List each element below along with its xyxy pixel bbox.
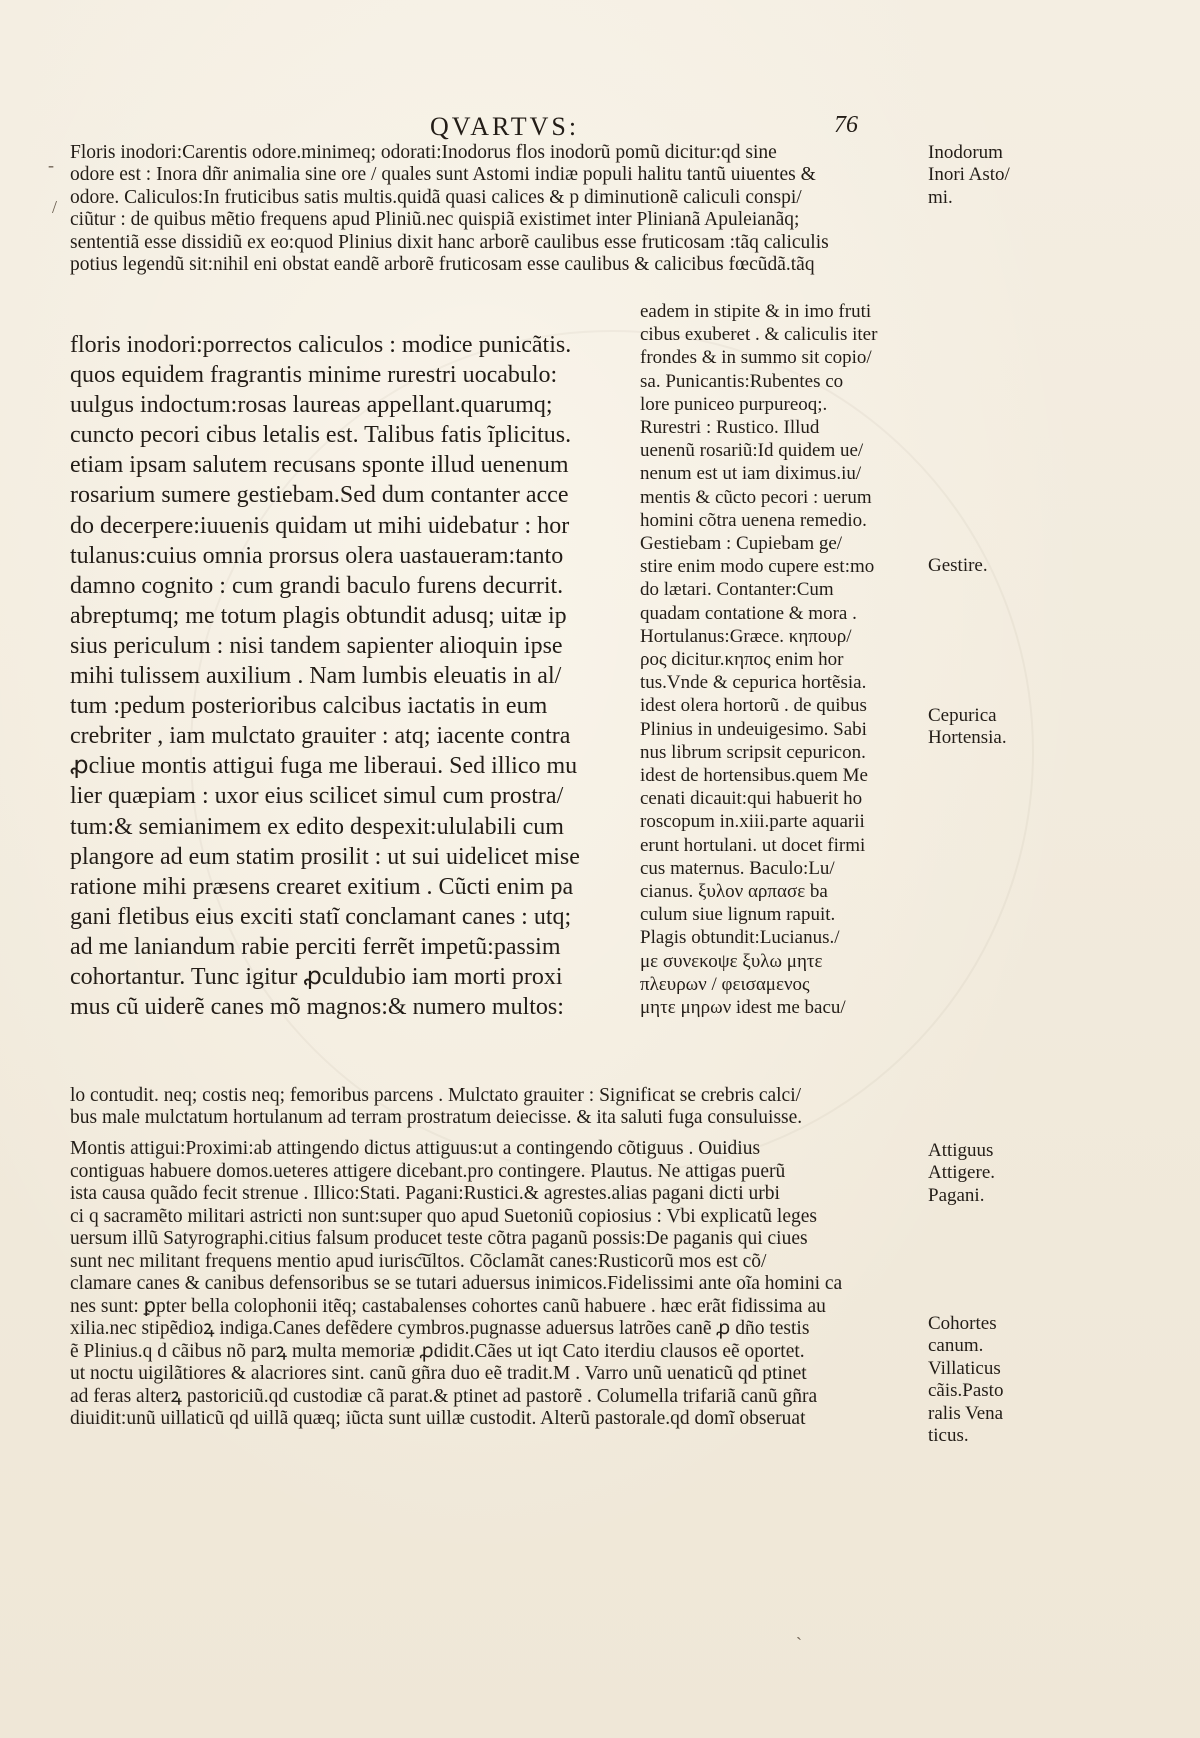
side-commentary-line: ρος dicitur.κηπος enim hor: [640, 649, 844, 671]
side-commentary-line: sa. Punicantis:Rubentes co: [640, 370, 844, 392]
side-commentary-line: roscopum in.xiii.parte aquarii: [640, 811, 865, 833]
marginal-mark: ˎ: [796, 1620, 802, 1640]
margin-note: ticus.: [928, 1425, 969, 1447]
margin-note-group: [928, 1140, 1040, 1207]
commentary-line: bus male mulctatum hortulanum ad terram prostratum deiecisse. & ita saluti fuga consuluisse.: [70, 1107, 803, 1129]
commentary-line: ci q sacramẽto militari astricti non sunt:super quo apud Suetoniũ copiosius : Vbi explicatũ leges: [70, 1205, 817, 1227]
commentary-line: xilia.nec stipẽdioꝝ indiga.Canes defẽdere cymbros.pugnasse aduersus latrões canẽ ꝓ dño testis: [70, 1318, 810, 1339]
commentary-line: odore est : Inora dñr animalia sine ore / quales sunt Astomi indiæ populi halitu tantũ uiuentes &: [70, 164, 816, 186]
margin-note-group: [928, 555, 1040, 577]
main-text-line: uulgus indoctum:rosas laureas appellant.quarumq;: [70, 392, 553, 419]
commentary-line: ciũtur : de quibus mẽtio frequens apud Pliniũ.nec quispiã existimet inter Plinianã Apuleianãq;: [70, 209, 800, 231]
main-text-line: crebriter , iam mulctato grauiter : atq; iacente contra: [70, 723, 571, 750]
side-commentary-line: Gestiebam : Cupiebam ge/: [640, 533, 843, 555]
side-commentary-line: frondes & in summo sit copio/: [640, 347, 872, 369]
margin-note-group: [928, 142, 1040, 209]
side-commentary-line: cenati dicauit:qui habuerit ho: [640, 788, 863, 810]
main-text-line: damno cognito : cum grandi baculo furens decurrit.: [70, 572, 564, 599]
side-commentary-line: homini cõtra uenena remedio.: [640, 509, 867, 531]
side-commentary-line: tus.Vnde & cepurica hortẽsia.: [640, 672, 867, 694]
commentary-line: sunt nec militant frequens mentio apud iurisc͠ultos. Cõclamãt canes:Rusticorũ mos est cõ/: [70, 1250, 767, 1272]
margin-note: Pagani.: [928, 1184, 985, 1206]
commentary-line: clamare canes & canibus defensoribus se se tutari aduersus inimicos.Fidelissimi ante oĩa homini ca: [70, 1273, 843, 1294]
side-commentary-line: cianus. ξυλον αρπασε ba: [640, 881, 828, 903]
commentary-line: ut noctu uigilãtiores & alacriores sint. canũ gñra duo eẽ tradit.M . Varro unũ uenaticũ qd ptinet: [70, 1363, 807, 1384]
margin-note: Gestire.: [928, 555, 988, 576]
side-commentary-line: erunt hortulani. ut docet firmi: [640, 834, 866, 856]
running-title: QVARTVS:: [430, 112, 580, 141]
commentary-line: sententiã esse dissidiũ ex eo:quod Plinius dixit hanc arborẽ caulibus esse fruticosam :tãq caliculis: [70, 231, 829, 253]
side-commentary: [640, 300, 920, 1019]
side-commentary-line: nus librum scripsit cepuricon.: [640, 741, 866, 763]
marginal-mark: /: [52, 197, 58, 217]
side-commentary-line: Plagis obtundit:Lucianus./: [640, 927, 840, 949]
main-text-line: tulanus:cuius omnia prorsus olera uastaueram:tanto: [70, 542, 564, 569]
commentary-line: diuidit:unũ uillaticũ qd uillã quæq; iũcta sunt uillæ custodit. Alterũ pastorale.qd domĩ obseruat: [70, 1408, 806, 1429]
margin-note: Attiguus: [928, 1140, 994, 1161]
commentary-line: potius legendũ sit:nihil eni obstat eandẽ arborẽ fruticosam esse caulibus & calicibus fœcũdã.tãq: [70, 254, 815, 276]
side-commentary-line: do lætari. Contanter:Cum: [640, 579, 834, 601]
commentary-line: ista causa quãdo fecit strenue . Illico:Stati. Pagani:Rustici.& agrestes.alias pagani dicti urbi: [70, 1183, 780, 1204]
side-commentary-line: eadem in stipite & in imo fruti: [640, 301, 872, 322]
margin-note: mi.: [928, 186, 953, 208]
main-text-line: abreptumq; me totum plagis obtundit adusq; uitæ ip: [70, 602, 567, 629]
commentary-line: ad feras alterꝝ pastoriciũ.qd custodiæ cã parat.& ptinet ad pastorẽ . Columella trifariã canũ gñra: [70, 1385, 818, 1407]
commentary-line: lo contudit. neq; costis neq; femoribus parcens . Mulctato grauiter : Significat se crebris calci/: [70, 1085, 802, 1106]
commentary-bridge: [70, 1085, 940, 1130]
side-commentary-line: Rurestri : Rustico. Illud: [640, 417, 820, 439]
main-text-line: quos equidem fragrantis minime rurestri uocabulo:: [70, 362, 558, 389]
side-commentary-line: Hortulanus:Græce. κηπουρ/: [640, 625, 852, 647]
side-commentary-line: lore puniceo purpureoq;.: [640, 393, 828, 415]
side-commentary-line: mentis & cũcto pecori : uerum: [640, 486, 872, 508]
commentary-line: contiguas habuere domos.ueteres attigere dicebant.pro contingere. Plautus. Ne attigas puerũ: [70, 1160, 786, 1182]
main-text-line: tum :pedum posterioribus calcibus iactatis in eum: [70, 693, 548, 720]
commentary-line: uersum illũ Satyrographi.citius falsum producet teste cõtra paganũ possis:De paganis qui ciues: [70, 1228, 808, 1249]
side-commentary-line: nenum est ut iam diximus.iu/: [640, 463, 862, 485]
margin-note-group: [928, 1313, 1040, 1447]
main-text-line: ꝓcliue montis attigui fuga me liberaui. Sed illico mu: [70, 753, 578, 780]
main-text-line: mus cũ uiderẽ canes mõ magnos:& numero multos:: [70, 994, 564, 1021]
main-text-line: rosarium sumere gestiebam.Sed dum contanter acce: [70, 482, 569, 509]
side-commentary-line: culum siue lignum rapuit.: [640, 904, 836, 926]
commentary-line: ẽ Plinius.q d cãibus nõ parꝝ multa memoriæ ꝓdidit.Cães ut iqt Cato iterdiu clausos eẽ oportet.: [70, 1340, 805, 1362]
commentary-line: odore. Caliculos:In fruticibus satis multis.quidã quasi calices & p diminutionẽ caliculi conspi/: [70, 186, 802, 208]
main-text-line: floris inodori:porrectos caliculos : modice punicãtis.: [70, 332, 572, 358]
folio-number: 76: [834, 112, 858, 138]
margin-note: Inodorum: [928, 142, 1003, 163]
main-text-line: cohortantur. Tunc igitur ꝓculdubio iam morti proxi: [70, 963, 563, 990]
margin-note: Villaticus: [928, 1357, 1001, 1379]
main-text: [70, 330, 620, 1022]
margin-note: Attigere.: [928, 1162, 996, 1184]
main-text-line: do decerpere:iuuenis quidam ut mihi uidebatur : hor: [70, 512, 570, 539]
main-text-line: cuncto pecori cibus letalis est. Talibus fatis ĩplicitus.: [70, 422, 572, 449]
side-commentary-line: πλευρων / φεισαμενος: [640, 973, 810, 995]
commentary-line: nes sunt: ꝑpter bella colophonii itẽq; castabalenses cohortes canũ habuere . hæc erãt fidissima au: [70, 1295, 826, 1317]
side-commentary-line: cus maternus. Baculo:Lu/: [640, 857, 835, 879]
side-commentary-line: idest de hortensibus.quem Me: [640, 765, 868, 787]
side-commentary-line: με συνεκοψε ξυλω μητε: [640, 950, 823, 972]
margin-note: canum.: [928, 1335, 984, 1357]
main-text-line: lier quæpiam : uxor eius scilicet simul cum prostra/: [70, 783, 564, 810]
margin-note: Hortensia.: [928, 727, 1007, 749]
main-text-line: mihi tulissem auxilium . Nam lumbis eleuatis in al/: [70, 663, 562, 690]
side-commentary-line: quadam contatione & mora .: [640, 602, 857, 624]
margin-note: cãis.Pasto: [928, 1380, 1004, 1402]
main-text-line: ratione mihi præsens crearet exitium . Cũcti enim pa: [70, 873, 574, 900]
side-commentary-line: μητε μηρων idest me bacu/: [640, 997, 846, 1019]
main-text-line: plangore ad eum statim prosilit : ut sui uidelicet mise: [70, 843, 580, 870]
side-commentary-line: idest olera hortorũ . de quibus: [640, 695, 867, 717]
side-commentary-line: uenenũ rosariũ:Id quidem ue/: [640, 440, 864, 462]
marginal-mark: -: [48, 155, 54, 175]
margin-note-group: [928, 705, 1040, 750]
margin-note: Cohortes: [928, 1313, 997, 1334]
side-commentary-line: stire enim modo cupere est:mo: [640, 556, 875, 578]
margin-note: ralis Vena: [928, 1402, 1004, 1424]
commentary-line: Floris inodori:Carentis odore.minimeq; odorati:Inodorus flos inodorũ pomũ dicitur:qd sine: [70, 142, 777, 163]
margin-note: Inori Asto/: [928, 164, 1010, 186]
side-commentary-line: cibus exuberet . & caliculis iter: [640, 324, 878, 346]
side-commentary-line: Plinius in undeuigesimo. Sabi: [640, 718, 867, 740]
main-text-line: gani fletibus eius exciti statĩ conclamant canes : utq;: [70, 903, 572, 930]
main-text-line: sius periculum : nisi tandem sapienter alioquin ipse: [70, 632, 563, 659]
commentary-top: [70, 142, 910, 276]
main-text-line: etiam ipsam salutem recusans sponte illud uenenum: [70, 452, 569, 479]
margin-note: Cepurica: [928, 705, 997, 726]
commentary-line: Montis attigui:Proximi:ab attingendo dictus attiguus:ut a contingendo cõtiguus . Ouidius: [70, 1138, 761, 1159]
main-text-line: tum:& semianimem ex edito despexit:ululabili cum: [70, 813, 564, 840]
main-text-line: ad me laniandum rabie perciti ferrẽt impetũ:passim: [70, 933, 561, 960]
commentary-bottom: [70, 1138, 930, 1431]
